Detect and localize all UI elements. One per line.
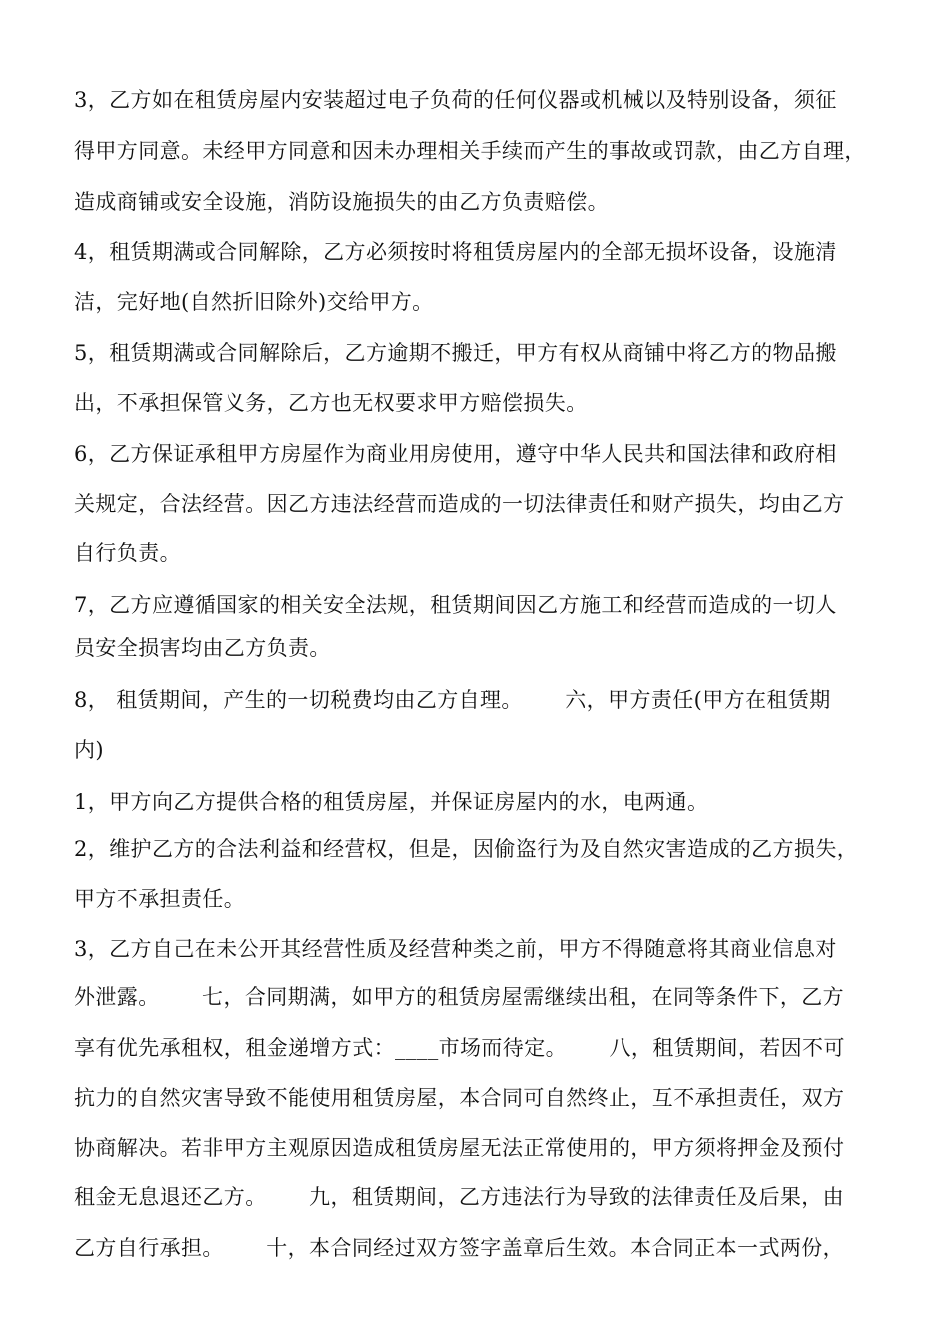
text-line: 洁，完好地(自然折旧除外)交给甲方。 bbox=[74, 290, 434, 314]
text-line: 5，租赁期满或合同解除后，乙方逾期不搬迁，甲方有权从商铺中将乙方的物品搬 bbox=[74, 341, 837, 365]
text-line: 内) bbox=[74, 738, 104, 762]
text-line: 7，乙方应遵循国家的相关安全法规，租赁期间因乙方施工和经营而造成的一切人 bbox=[74, 593, 837, 617]
text-line: 外泄露。 七，合同期满，如甲方的租赁房屋需继续出租，在同等条件下，乙方 bbox=[74, 985, 845, 1009]
text-line: 甲方不承担责任。 bbox=[74, 887, 246, 911]
text-line: 4，租赁期满或合同解除，乙方必须按时将租赁房屋内的全部无损坏设备，设施清 bbox=[74, 240, 837, 264]
text-line: 关规定，合法经营。因乙方违法经营而造成的一切法律责任和财产损失，均由乙方 bbox=[74, 492, 845, 516]
text-line: 6，乙方保证承租甲方房屋作为商业用房使用，遵守中华人民共和国法律和政府相 bbox=[74, 442, 837, 466]
text-line: 8， 租赁期间，产生的一切税费均由乙方自理。 六，甲方责任(甲方在租赁期 bbox=[74, 688, 831, 712]
text-line: 造成商铺或安全设施，消防设施损失的由乙方负责赔偿。 bbox=[74, 190, 609, 214]
text-line: 3，乙方自己在未公开其经营性质及经营种类之前，甲方不得随意将其商业信息对 bbox=[74, 937, 837, 961]
text-line: 3，乙方如在租赁房屋内安装超过电子负荷的任何仪器或机械以及特别设备，须征 bbox=[74, 88, 837, 112]
text-line: 抗力的自然灾害导致不能使用租赁房屋，本合同可自然终止，互不承担责任，双方 bbox=[74, 1086, 845, 1110]
text-line: 协商解决。若非甲方主观原因造成租赁房屋无法正常使用的，甲方须将押金及预付 bbox=[74, 1136, 845, 1160]
text-line: 自行负责。 bbox=[74, 541, 181, 565]
text-line: 乙方自行承担。 十，本合同经过双方签字盖章后生效。本合同正本一式两份， bbox=[74, 1236, 845, 1260]
text-line: 享有优先承租权，租金递增方式：____市场而待定。 八，租赁期间，若因不可 bbox=[74, 1036, 845, 1060]
text-line: 2，维护乙方的合法利益和经营权，但是，因偷盗行为及自然灾害造成的乙方损失， bbox=[74, 837, 859, 861]
text-line: 1，甲方向乙方提供合格的租赁房屋，并保证房屋内的水，电两通。 bbox=[74, 790, 709, 814]
text-line: 员安全损害均由乙方负责。 bbox=[74, 636, 331, 660]
text-line: 租金无息退还乙方。 九，租赁期间，乙方违法行为导致的法律责任及后果，由 bbox=[74, 1185, 845, 1209]
text-line: 得甲方同意。未经甲方同意和因未办理相关手续而产生的事故或罚款，由乙方自理， bbox=[74, 139, 866, 163]
text-line: 出，不承担保管义务，乙方也无权要求甲方赔偿损失。 bbox=[74, 391, 588, 415]
